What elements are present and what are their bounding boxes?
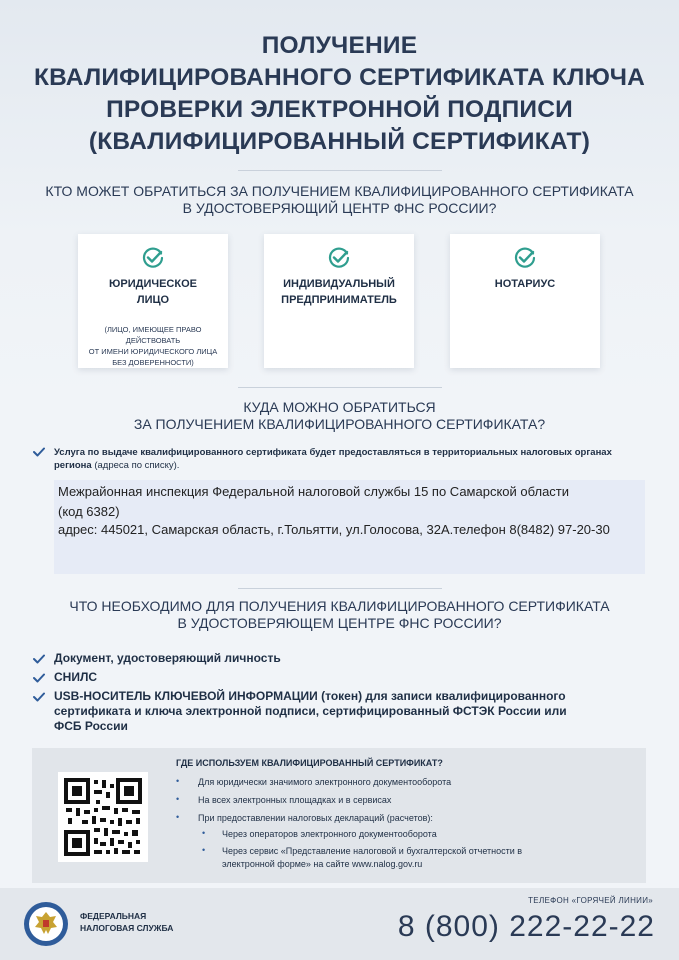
check-icon bbox=[33, 692, 45, 702]
where-question bbox=[0, 399, 679, 433]
card-note-line: БЕЗ ДОВЕРЕННОСТИ) bbox=[112, 358, 194, 367]
bullet-icon: • bbox=[176, 776, 180, 786]
org-name-line: НАЛОГОВАЯ СЛУЖБА bbox=[80, 923, 174, 933]
service-info-bold: Услуга по выдаче квалифицированного сертификата будет предоставляться в территориальных налоговых органах региона bbox=[54, 447, 612, 471]
card-note bbox=[78, 324, 228, 368]
org-name bbox=[80, 910, 173, 934]
check-circle-icon bbox=[513, 246, 537, 270]
check-icon bbox=[33, 447, 45, 457]
hotline-label: ТЕЛЕФОН «ГОРЯЧЕЙ ЛИНИИ» bbox=[528, 896, 653, 905]
divider bbox=[238, 170, 442, 171]
need-item-line: Документ, удостоверяющий личность bbox=[54, 651, 281, 665]
card-title-line: ПРЕДПРИНИМАТЕЛЬ bbox=[281, 294, 397, 306]
divider bbox=[238, 387, 442, 388]
card-legal-entity bbox=[78, 234, 228, 368]
need-item-line: сертификата и ключа электронной подписи, сертифицированный ФСТЭК России или bbox=[54, 704, 567, 718]
service-info bbox=[54, 446, 644, 472]
footer bbox=[0, 888, 679, 960]
need-item-line: USB-НОСИТЕЛЬ КЛЮЧЕВОЙ ИНФОРМАЦИИ (токен) для записи квалифицированного bbox=[54, 689, 566, 703]
usage-item: На всех электронных площадках и в сервисах bbox=[198, 795, 392, 805]
address-line: Межрайонная инспекция Федеральной налоговой службы 15 по Самарской области bbox=[58, 484, 570, 499]
page-title bbox=[0, 30, 679, 158]
check-circle-icon bbox=[327, 246, 351, 270]
usage-subitem bbox=[222, 828, 437, 841]
card-title-line: ИНДИВИДУАЛЬНЫЙ bbox=[283, 278, 395, 290]
usage-subitem-line: электронной форме» на сайте www.nalog.gov.ru bbox=[222, 859, 423, 869]
card-title bbox=[264, 276, 414, 308]
service-info-rest: (адреса по списку). bbox=[91, 460, 180, 471]
card-title-line: ЛИЦО bbox=[136, 294, 170, 306]
card-title-line: ЮРИДИЧЕСКОЕ bbox=[109, 278, 197, 290]
check-icon bbox=[33, 673, 45, 683]
org-name-line: ФЕДЕРАЛЬНАЯ bbox=[80, 911, 147, 921]
title-line: ПРОВЕРКИ ЭЛЕКТРОННОЙ ПОДПИСИ bbox=[106, 96, 573, 123]
need-item-line: ФСБ России bbox=[54, 719, 128, 733]
card-note-line: (ЛИЦО, ИМЕЮЩЕЕ ПРАВО ДЕЙСТВОВАТЬ bbox=[104, 325, 202, 345]
who-question-line: КТО МОЖЕТ ОБРАТИТЬСЯ ЗА ПОЛУЧЕНИЕМ КВАЛИФИЦИРОВАННОГО СЕРТИФИКАТА bbox=[45, 183, 634, 199]
card-title-line: НОТАРИУС bbox=[494, 278, 556, 290]
usage-subitem bbox=[222, 845, 522, 871]
address-line: (код 6382) bbox=[58, 504, 120, 519]
address-line: адрес: 445021, Самарская область, г.Тольятти, ул.Голосова, 32А.телефон 8(8482) 97-20-30 bbox=[58, 522, 610, 537]
card-note-line: ОТ ИМЕНИ ЮРИДИЧЕСКОГО ЛИЦА bbox=[88, 347, 218, 356]
need-question bbox=[0, 598, 679, 632]
card-title bbox=[450, 276, 600, 292]
title-line: (КВАЛИФИЦИРОВАННЫЙ СЕРТИФИКАТ) bbox=[88, 128, 591, 155]
bullet-icon: • bbox=[176, 812, 180, 822]
where-question-line: ЗА ПОЛУЧЕНИЕМ КВАЛИФИЦИРОВАННОГО СЕРТИФИКАТА? bbox=[133, 416, 546, 432]
check-circle-icon bbox=[141, 246, 165, 270]
check-icon bbox=[33, 654, 45, 664]
address-box bbox=[54, 480, 645, 574]
need-question-line: В УДОСТОВЕРЯЮЩЕМ ЦЕНТРЕ ФНС РОССИИ? bbox=[177, 615, 502, 631]
usage-title: ГДЕ ИСПОЛЬЗУЕМ КВАЛИФИЦИРОВАННЫЙ СЕРТИФИКАТ? bbox=[176, 758, 443, 768]
need-item-snils bbox=[54, 670, 97, 685]
usage-subitem-line: Через сервис «Представление налоговой и бухгалтерской отчетности в bbox=[222, 846, 523, 856]
bullet-icon: • bbox=[202, 828, 206, 838]
need-item-id bbox=[54, 651, 281, 666]
title-line: ПОЛУЧЕНИЕ bbox=[261, 32, 418, 59]
title-line: КВАЛИФИЦИРОВАННОГО СЕРТИФИКАТА КЛЮЧА bbox=[33, 64, 646, 91]
divider bbox=[238, 588, 442, 589]
card-entrepreneur bbox=[264, 234, 414, 368]
need-item-line: СНИЛС bbox=[54, 670, 98, 684]
card-title bbox=[78, 276, 228, 308]
where-question-line: КУДА МОЖНО ОБРАТИТЬСЯ bbox=[243, 399, 436, 415]
bullet-icon: • bbox=[202, 845, 206, 855]
usage-item: При предоставлении налоговых деклараций (расчетов): bbox=[198, 813, 433, 823]
usage-subitem-line: Через операторов электронного документооборота bbox=[222, 829, 437, 839]
fns-emblem-icon bbox=[22, 900, 70, 948]
who-question bbox=[0, 183, 679, 217]
bullet-icon: • bbox=[176, 794, 180, 804]
need-item-token bbox=[54, 689, 567, 734]
hotline-phone: 8 (800) 222-22-22 bbox=[397, 910, 655, 943]
usage-box bbox=[32, 748, 646, 883]
who-question-line: В УДОСТОВЕРЯЮЩИЙ ЦЕНТР ФНС РОССИИ? bbox=[182, 200, 497, 216]
need-question-line: ЧТО НЕОБХОДИМО ДЛЯ ПОЛУЧЕНИЯ КВАЛИФИЦИРОВАННОГО СЕРТИФИКАТА bbox=[69, 598, 610, 614]
card-notary bbox=[450, 234, 600, 368]
qr-code-icon bbox=[58, 772, 148, 862]
usage-item: Для юридически значимого электронного документооборота bbox=[198, 777, 452, 787]
